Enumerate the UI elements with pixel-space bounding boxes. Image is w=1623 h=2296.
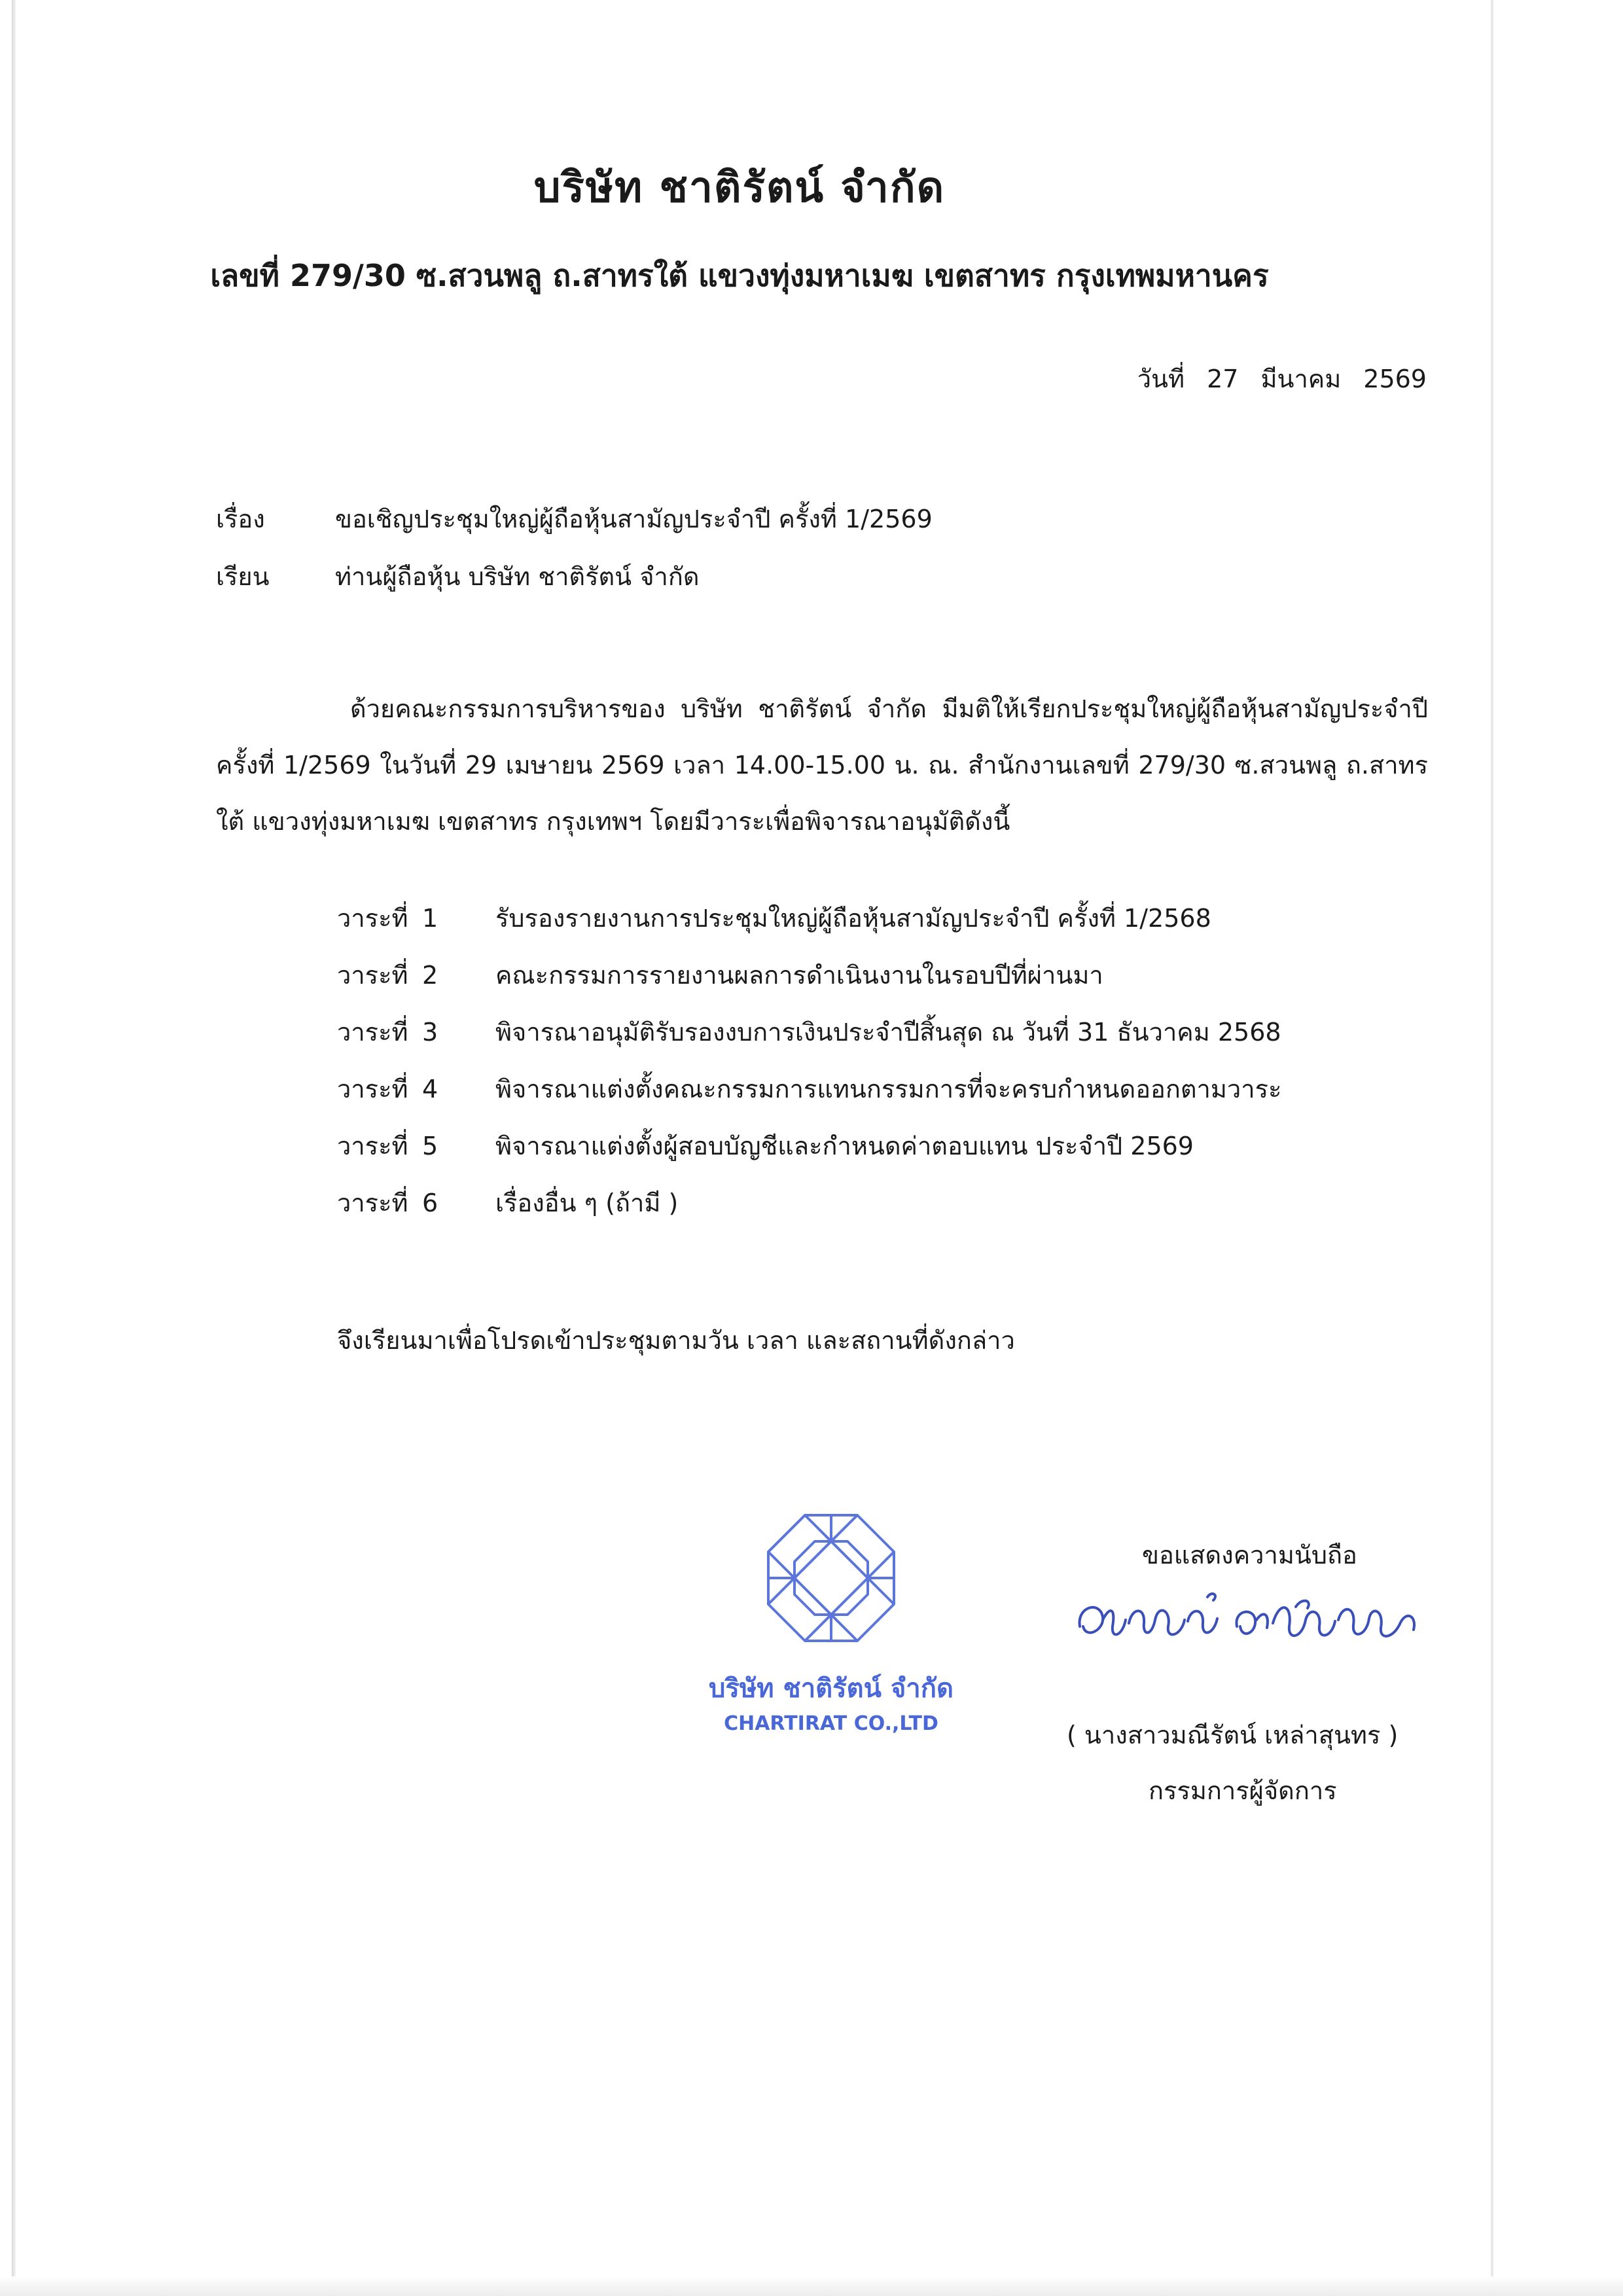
date-year: 2569 xyxy=(1363,365,1427,393)
handwritten-signature xyxy=(1073,1581,1427,1659)
date-month: มีนาคม xyxy=(1260,365,1342,393)
agenda-text: เรื่องอื่น ๆ (ถ้ามี ) xyxy=(495,1189,679,1217)
recipient-label: เรียน xyxy=(216,562,270,591)
agenda-item xyxy=(337,1183,1281,1240)
agenda-item xyxy=(337,1012,1281,1069)
agenda-item xyxy=(337,898,1281,955)
gem-logo-icon xyxy=(768,1515,894,1641)
agenda-text: รับรองรายงานการประชุมใหญ่ผู้ถือหุ้นสามัญประจำปี ครั้งที่ 1/2568 xyxy=(495,904,1211,933)
signer-title: กรรมการผู้จัดการ xyxy=(1149,1776,1337,1805)
agenda-text: พิจารณาอนุมัติรับรองงบการเงินประจำปีสิ้นสุด ณ วันที่ 31 ธันวาคม 2568 xyxy=(495,1018,1281,1047)
agenda-number: 2 xyxy=(422,961,438,990)
agenda-text: พิจารณาแต่งตั้งคณะกรรมการแทนกรรมการที่จะครบกำหนดออกตามวาระ xyxy=(495,1075,1282,1103)
scan-edge-bottom xyxy=(0,2276,1623,2296)
signer-name: ( นางสาวมณีรัตน์ เหล่าสุนทร ) xyxy=(1067,1721,1399,1749)
agenda-label: วาระที่ xyxy=(337,1075,408,1103)
regards-text: ขอแสดงความนับถือ xyxy=(1142,1541,1357,1570)
agenda-label: วาระที่ xyxy=(337,961,408,990)
agenda-label: วาระที่ xyxy=(337,1018,408,1047)
scan-edge-left xyxy=(12,0,16,2296)
agenda-number: 3 xyxy=(422,1018,438,1047)
agenda-list xyxy=(337,898,1281,1240)
agenda-label: วาระที่ xyxy=(337,904,408,933)
agenda-label: วาระที่ xyxy=(337,1189,408,1217)
stamp-thai-name: บริษัท ชาติรัตน์ จำกัด xyxy=(709,1674,954,1704)
company-name: บริษัท ชาติรัตน์ จำกัด xyxy=(533,164,946,212)
stamp-english-name: CHARTIRAT CO.,LTD xyxy=(724,1712,938,1735)
agenda-number: 6 xyxy=(422,1189,438,1217)
recipient-text: ท่านผู้ถือหุ้น บริษัท ชาติรัตน์ จำกัด xyxy=(335,562,700,591)
company-stamp xyxy=(681,1509,982,1744)
agenda-label: วาระที่ xyxy=(337,1132,408,1160)
agenda-item xyxy=(337,1126,1281,1183)
agenda-number: 1 xyxy=(422,904,438,933)
body-paragraph: ด้วยคณะกรรมการบริหารของ บริษัท ชาติรัตน์ จำกัด มีมติให้เรียกประชุมใหญ่ผู้ถือหุ้นสามัญประจำปี ครั้งที่ 1/2569 ในวันที่ 29 เมษายน 2569 เวลา 14.00-15.00 น. ณ. สำนักงานเลขที่ 279/30 ซ.สวนพลู ถ.สาทรใต้ แขวงทุ่งมหาเมฆ เขตสาทร กรุงเทพฯ โดยมีวาระเพื่อพิจารณาอนุมัติดังนี้ xyxy=(216,694,1428,836)
agenda-number: 5 xyxy=(422,1132,438,1160)
date-line xyxy=(1137,359,1427,399)
date-label: วันที่ xyxy=(1137,365,1185,393)
closing-line: จึงเรียนมาเพื่อโปรดเข้าประชุมตามวัน เวลา และสถานที่ดังกล่าว xyxy=(337,1326,1015,1355)
agenda-text: พิจารณาแต่งตั้งผู้สอบบัญชีและกำหนดค่าตอบแทน ประจำปี 2569 xyxy=(495,1132,1194,1160)
subject-text: ขอเชิญประชุมใหญ่ผู้ถือหุ้นสามัญประจำปี ครั้งที่ 1/2569 xyxy=(335,505,933,533)
agenda-item xyxy=(337,955,1281,1012)
agenda-text: คณะกรรมการรายงานผลการดำเนินงานในรอบปีที่ผ่านมา xyxy=(495,961,1103,990)
subject-label: เรื่อง xyxy=(216,505,265,533)
date-day: 27 xyxy=(1207,365,1239,393)
agenda-number: 4 xyxy=(422,1075,438,1103)
company-address: เลขที่ 279/30 ซ.สวนพลู ถ.สาทรใต้ แขวงทุ่งมหาเมฆ เขตสาทร กรุงเทพมหานคร xyxy=(210,258,1269,293)
scan-edge-right xyxy=(1491,0,1493,2296)
agenda-item xyxy=(337,1069,1281,1126)
